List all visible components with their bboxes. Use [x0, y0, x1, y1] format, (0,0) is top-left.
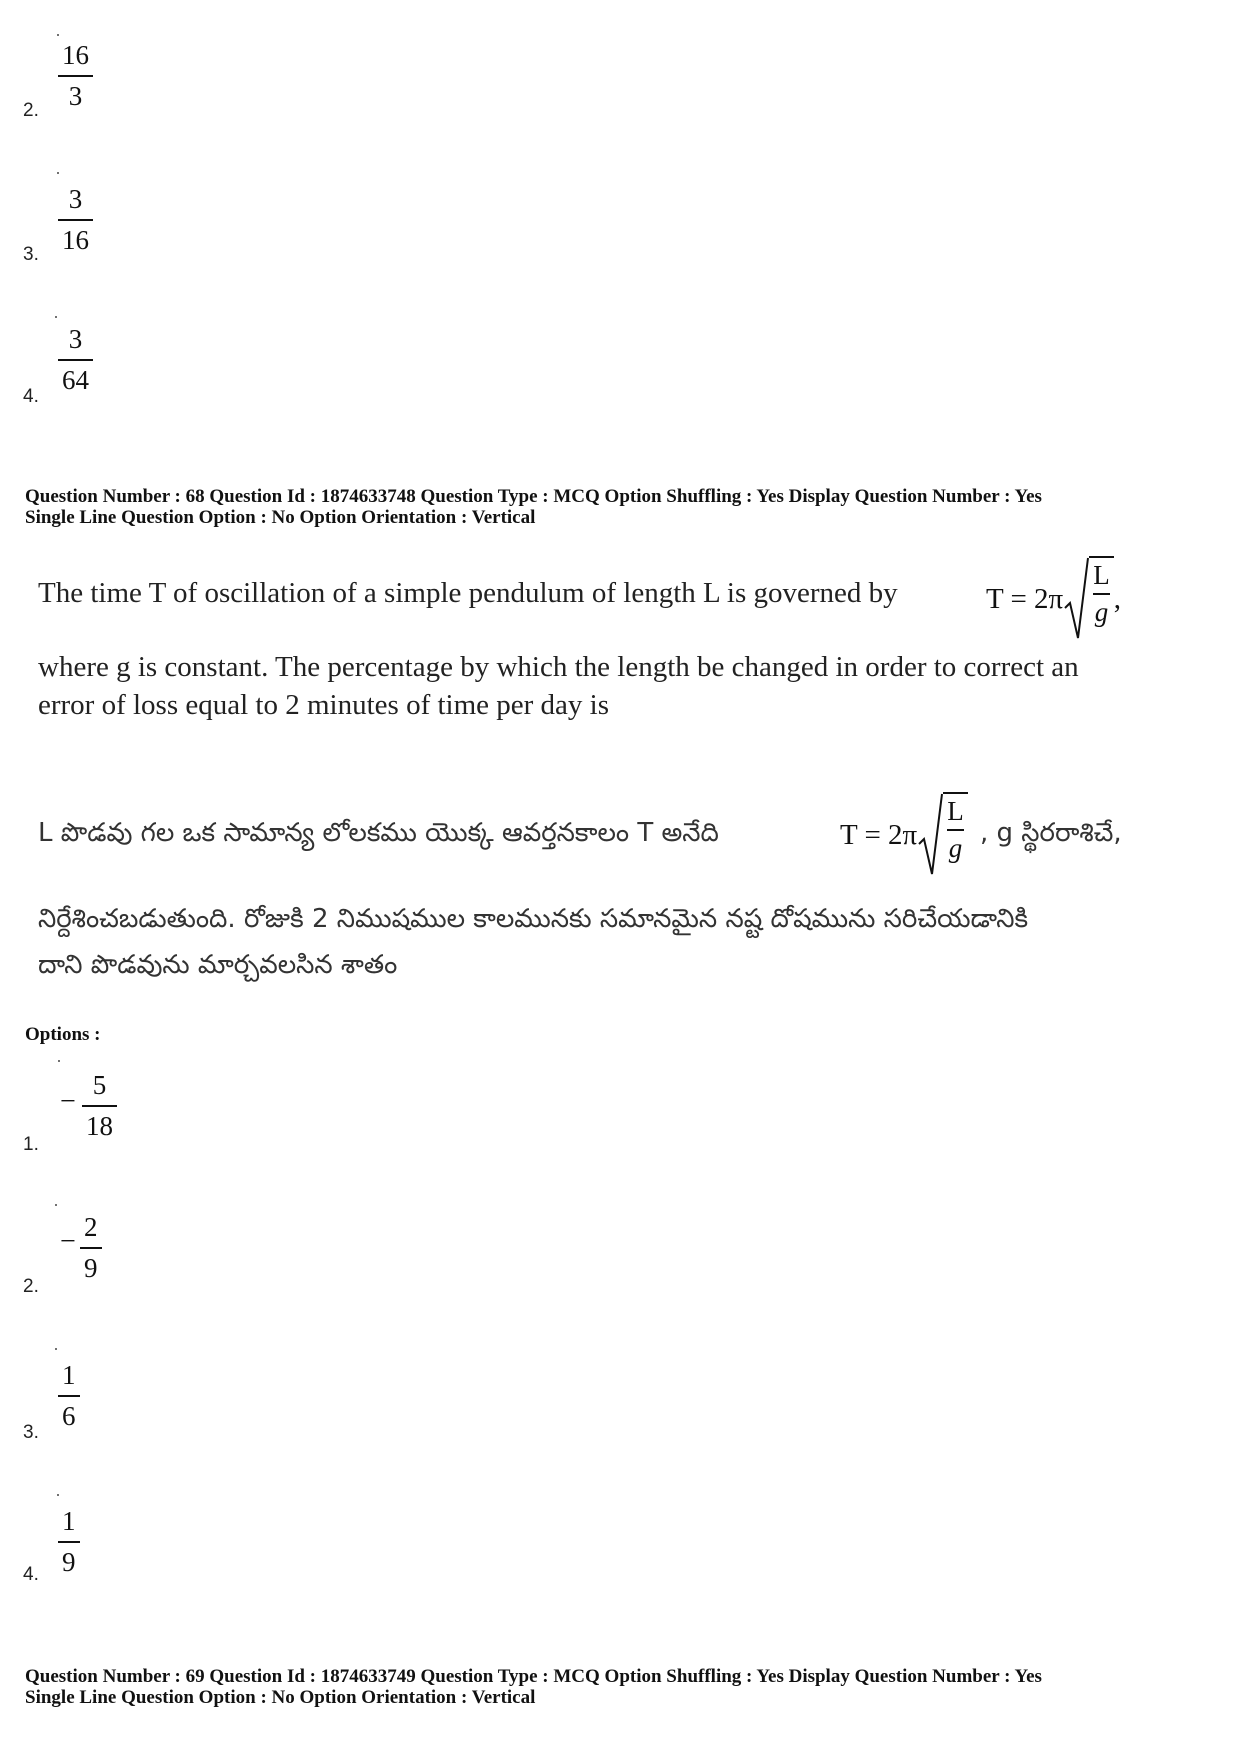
decorative-dot	[57, 34, 59, 36]
formula-lhs: T = 2π	[986, 582, 1064, 615]
denominator: 9	[62, 1547, 76, 1577]
option-number: 4.	[23, 1564, 39, 1585]
radical-sign-icon	[1063, 556, 1089, 642]
fraction	[80, 1214, 102, 1282]
question-en-line-3: error of loss equal to 2 minutes of time per day is	[38, 689, 610, 721]
fraction	[58, 326, 93, 394]
radicand-bar	[947, 829, 964, 831]
denominator: 16	[62, 225, 89, 255]
meta-line-2: Single Line Question Option : No Option Orientation : Vertical	[25, 1687, 536, 1708]
question-te-line-2: నిర్దేశించబడుతుంది. రోజుకి 2 నిముషముల కాలమునకు సమానమైన నష్ట దోషమును సరిచేయడానికి	[38, 904, 1029, 934]
minus-sign: −	[60, 1226, 76, 1257]
formula-te	[840, 792, 968, 878]
question-te-line-1b: , g స్థిరరాశిచే,	[980, 818, 1122, 848]
question-te-line-1a: L పొడవు గల ఒక సామాన్య లోలకము యొక్క ఆవర్తనకాలం T అనేది	[38, 818, 719, 848]
radicand-numerator: L	[1093, 560, 1110, 590]
meta-line-1: Question Number : 68 Question Id : 1874633748 Question Type : MCQ Option Shuffling : Yes Display Question Number : Yes	[25, 486, 1042, 507]
numerator: 1	[62, 1360, 76, 1390]
denominator: 18	[86, 1111, 113, 1141]
question-68-meta	[25, 486, 1042, 528]
denominator: 3	[68, 81, 83, 111]
denominator: 9	[84, 1253, 98, 1283]
numerator: 16	[62, 40, 89, 70]
radical-sign-icon	[917, 792, 943, 878]
option-number: 2.	[23, 1276, 39, 1297]
denominator: 6	[62, 1401, 76, 1431]
decorative-dot	[57, 1494, 59, 1496]
formula-lhs: T = 2π	[840, 818, 918, 851]
fraction	[58, 1362, 80, 1430]
radicand-denominator: g	[948, 833, 963, 863]
option-number: 2.	[23, 100, 39, 121]
fraction	[58, 1508, 80, 1576]
sqrt-expression	[1063, 556, 1114, 642]
numerator: 3	[68, 184, 83, 214]
meta-line-1: Question Number : 69 Question Id : 1874633749 Question Type : MCQ Option Shuffling : Yes Display Question Number : Yes	[25, 1666, 1042, 1687]
radicand-fraction	[943, 792, 968, 878]
formula-en	[986, 556, 1121, 642]
question-te-line-3: దాని పొడవును మార్చవలసిన శాతం	[38, 950, 398, 980]
question-en-line-1: The time T of oscillation of a simple pendulum of length L is governed by	[38, 577, 898, 609]
option-number: 4.	[23, 386, 39, 407]
radicand-fraction	[1089, 556, 1114, 642]
denominator: 64	[62, 365, 89, 395]
numerator: 2	[84, 1212, 98, 1242]
decorative-dot	[57, 172, 59, 174]
numerator: 3	[68, 324, 83, 354]
sqrt-expression	[917, 792, 968, 878]
option-number: 1.	[23, 1134, 39, 1155]
decorative-dot	[55, 1348, 57, 1350]
fraction	[58, 42, 93, 110]
decorative-dot	[58, 1060, 60, 1062]
option-number: 3.	[23, 1422, 39, 1443]
question-en-line-2: where g is constant. The percentage by which the length be changed in order to correct an	[38, 651, 1079, 683]
radicand-numerator: L	[947, 796, 964, 826]
numerator: 1	[62, 1506, 76, 1536]
question-69-meta	[25, 1666, 1042, 1708]
decorative-dot	[55, 1204, 57, 1206]
option-number: 3.	[23, 244, 39, 265]
fraction	[82, 1072, 117, 1140]
meta-line-2: Single Line Question Option : No Option Orientation : Vertical	[25, 507, 536, 528]
options-label: Options :	[25, 1024, 101, 1045]
fraction	[58, 186, 93, 254]
decorative-dot	[55, 316, 57, 318]
numerator: 5	[92, 1070, 107, 1100]
minus-sign: −	[60, 1086, 76, 1117]
radicand-denominator: g	[1094, 597, 1109, 627]
radicand-bar	[1093, 593, 1110, 595]
formula-comma: ,	[1113, 582, 1121, 615]
